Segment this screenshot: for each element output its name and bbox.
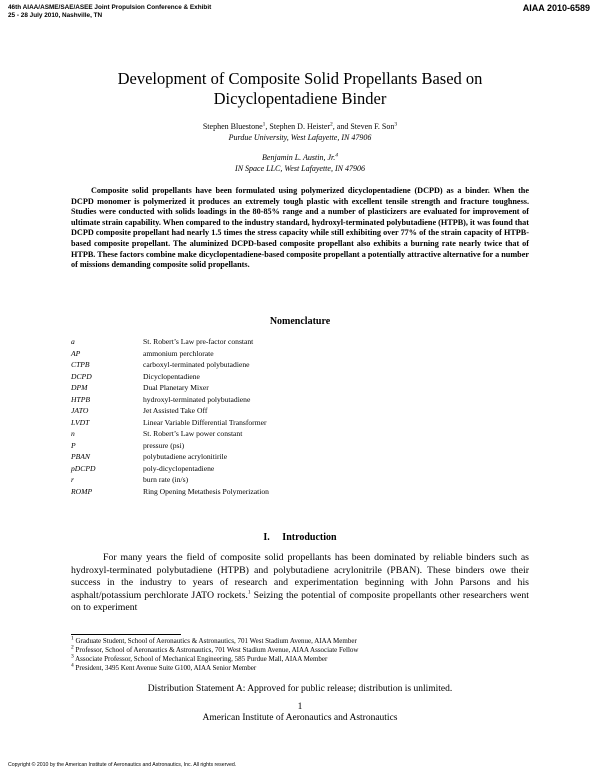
nomenclature-symbol: ROMP — [71, 486, 93, 496]
nomenclature-definition: burn rate (in/s) — [143, 475, 189, 484]
nomenclature-row — [71, 359, 269, 371]
author-1-sup: 1 — [262, 121, 266, 128]
footnote-text: President, 3495 Kent Avenue Suite G100, AIAA Senior Member — [75, 664, 257, 672]
nomenclature-definition: St. Robert’s Law power constant — [143, 429, 243, 438]
nomenclature-row — [71, 474, 269, 486]
nomenclature-heading: Nomenclature — [269, 316, 331, 327]
nomenclature-row — [71, 440, 269, 452]
nomenclature-symbol: CTPB — [71, 360, 90, 369]
footnote-marker: 2 — [71, 644, 74, 651]
conference-line-1: 46th AIAA/ASME/SAE/ASEE Joint Propulsion Conference & Exhibit — [8, 4, 212, 11]
footnote-marker: 3 — [71, 653, 74, 660]
author-line — [60, 121, 540, 132]
nomenclature-definition: Ring Opening Metathesis Polymerization — [143, 486, 269, 496]
author-3: , and Steven F. Son — [332, 122, 395, 131]
nomenclature-row — [71, 394, 269, 406]
intro-citation: 1 — [247, 589, 251, 596]
nomenclature-symbol: AP — [71, 348, 81, 358]
nomenclature-row — [71, 417, 269, 429]
footnote-text: Graduate Student, School of Aeronautics & Astronautics, 701 West Stadium Avenue, AIAA Member — [75, 637, 357, 645]
intro-text-continued: Seizing the potential of composite propellants other researchers went on to experiment — [71, 589, 529, 614]
nomenclature-row — [71, 336, 269, 348]
footnote — [71, 637, 358, 646]
nomenclature-definition: pressure (psi) — [143, 440, 185, 450]
author-3-sup: 3 — [394, 121, 398, 128]
nomenclature-symbol: PBAN — [71, 452, 90, 461]
nomenclature-list — [71, 336, 269, 497]
nomenclature-row — [71, 428, 269, 440]
organization-footer: American Institute of Aeronautics and Astronautics — [202, 713, 398, 723]
nomenclature-symbol: n — [71, 429, 75, 438]
author-block — [60, 121, 540, 174]
page-number: 1 — [297, 702, 303, 712]
nomenclature-definition: polybutadiene acrylonitirile — [143, 452, 228, 461]
title-line-1: Development of Composite Solid Propellants Based on — [117, 69, 483, 88]
footnote-text: Associate Professor, School of Mechanical Engineering, 585 Purdue Mall, AIAA Member — [75, 655, 328, 663]
nomenclature-symbol: DPM — [71, 383, 88, 392]
title-line-2: Dicyclopentadiene Binder — [213, 89, 387, 108]
abstract: Composite solid propellants have been formulated using polymerized dicyclopentadiene (DCPD) as a binder. When the DCPD monomer is polymerized it produces an extremely tough plastic with excellent tensile strength and fracture toughness. Studies were conducted with solids loadings in the 80-85% range and a number of plasticizers are evaluated for improvement of ultimate strain capability. When compared to the industry standard, hydroxyl-terminated polybutadiene (HTPB), it was found that DCPD composite propellant had nearly 1.5 times the stress capacity while still exhibiting over 77% of the strain capacity of HTPB-based composite propellant. The aluminized DCPD-based composite propellant also exhibits a burning rate nearly twice that of HTPB. These factors combine make dicyclopentadiene-based composite propellant a potentially attractive alternative for a number of missions demanding composite solid propellants. — [71, 186, 529, 270]
nomenclature-definition: carboxyl-terminated polybutadiene — [143, 360, 250, 369]
footnote — [71, 646, 358, 655]
nomenclature-row — [71, 348, 269, 360]
author-1: Stephen Bluestone — [202, 122, 263, 131]
footnote-marker: 4 — [71, 662, 74, 669]
copyright-notice: Copyright © 2010 by the American Institute of Aeronautics and Astronautics, Inc. All rights reserved. — [8, 762, 237, 768]
author-2-sup: 2 — [330, 121, 333, 128]
nomenclature-definition: St. Robert’s Law pre-factor constant — [143, 337, 254, 346]
author-4: Benjamin L. Austin, Jr. — [262, 153, 336, 162]
nomenclature-definition: Dual Planetary Mixer — [143, 383, 209, 392]
footnote-marker: 1 — [71, 635, 74, 642]
distribution-statement: Distribution Statement A: Approved for public release; distribution is unlimited. — [147, 684, 453, 694]
introduction-paragraph — [71, 552, 529, 615]
section-heading-introduction: I. Introduction — [263, 532, 337, 543]
footnotes — [71, 637, 358, 673]
nomenclature-definition: ammonium perchlorate — [143, 348, 214, 358]
author-4-sup: 4 — [335, 152, 338, 159]
nomenclature-symbol: LVDT — [71, 417, 90, 427]
nomenclature-symbol: pDCPD — [71, 463, 96, 473]
nomenclature-symbol: HTPB — [71, 394, 90, 404]
footnote-text: Professor, School of Aeronautics & Astronautics, 701 West Stadium Avenue, AIAA Associate Fellow — [75, 646, 359, 654]
nomenclature-definition: Linear Variable Differential Transformer — [143, 417, 267, 427]
affiliation-1: Purdue University, West Lafayette, IN 47906 — [228, 133, 372, 142]
author-4-line — [60, 152, 540, 163]
affiliation-2: IN Space LLC, West Lafayette, IN 47906 — [235, 164, 365, 173]
nomenclature-definition: Dicyclopentadiene — [143, 371, 200, 381]
conference-header — [8, 4, 211, 20]
nomenclature-symbol: DCPD — [71, 371, 92, 381]
footnote — [71, 655, 358, 664]
nomenclature-symbol: r — [71, 475, 74, 484]
nomenclature-symbol: P — [71, 440, 76, 450]
nomenclature-row — [71, 463, 269, 475]
nomenclature-row — [71, 405, 269, 417]
nomenclature-row — [71, 382, 269, 394]
footnote-rule — [71, 634, 181, 635]
nomenclature-symbol: JATO — [71, 406, 89, 415]
nomenclature-row — [71, 486, 269, 498]
footnote — [71, 664, 358, 673]
nomenclature-symbol: a — [71, 337, 75, 346]
nomenclature-definition: Jet Assisted Take Off — [143, 406, 208, 415]
paper-id: AIAA 2010-6589 — [522, 3, 590, 13]
nomenclature-row — [71, 451, 269, 463]
author-2: , Stephen D. Heister — [265, 122, 331, 131]
nomenclature-row — [71, 371, 269, 383]
nomenclature-definition: poly-dicyclopentadiene — [143, 463, 215, 473]
intro-text: For many years the field of composite solid propellants has been dominated by reliable binders such as hydroxyl-terminated polybutadiene (HTPB) and polybutadiene acrylonitrile (PBAN). These binders owe their success in the industry to years of research and experimentation beginning with John Parsons and his asphalt/potassium perchlorate JATO rockets. — [71, 552, 529, 601]
paper-title — [60, 69, 540, 109]
nomenclature-definition: hydroxyl-terminated polybutadiene — [143, 394, 251, 404]
conference-line-2: 25 - 28 July 2010, Nashville, TN — [8, 12, 103, 19]
